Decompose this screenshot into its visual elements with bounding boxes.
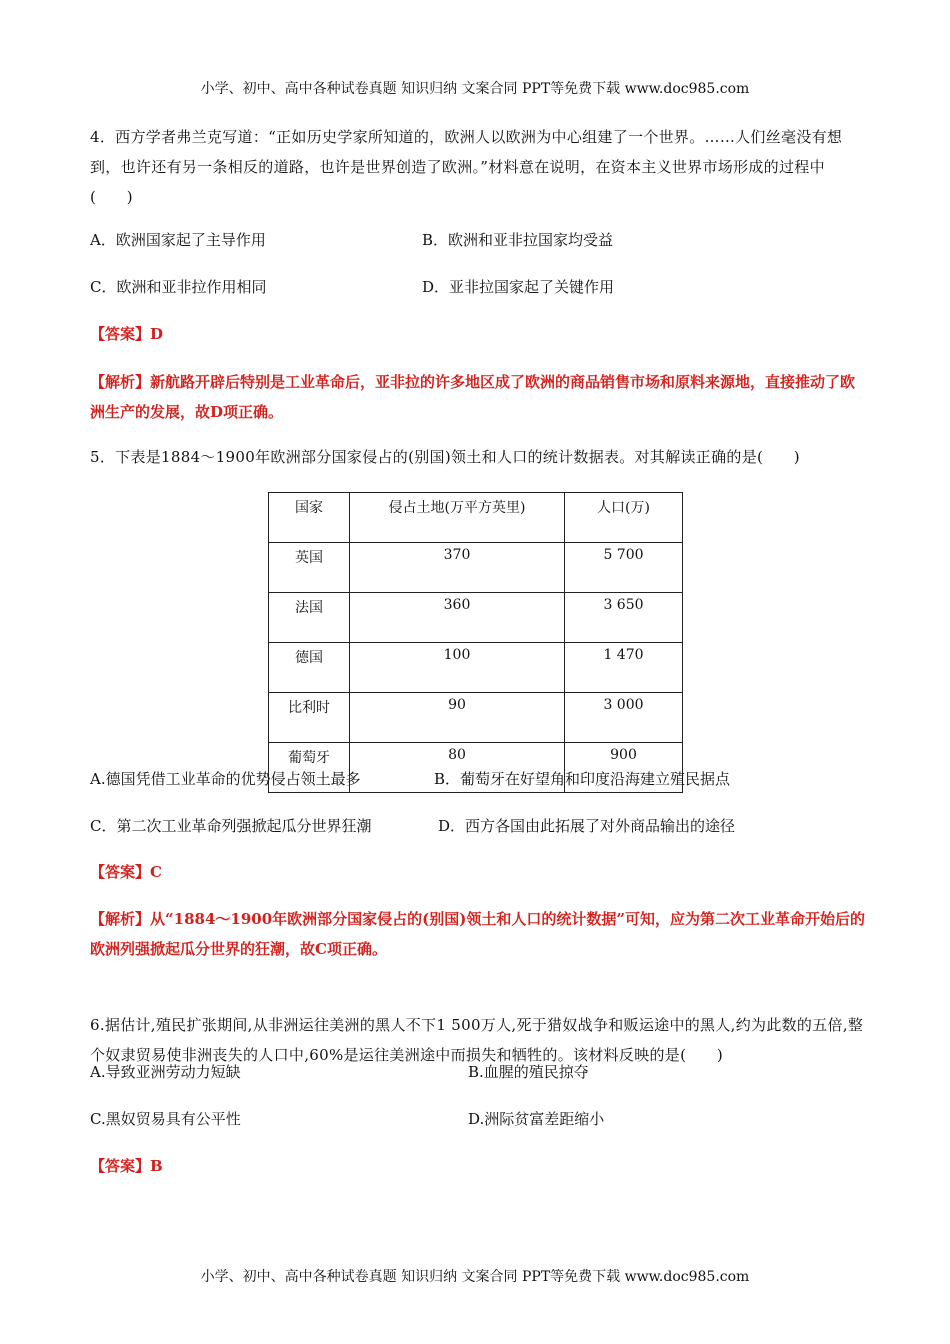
table-cell: 比利时 <box>269 693 350 743</box>
q4-option-a: A．欧洲国家起了主导作用 <box>90 231 266 249</box>
q4-option-d: D．亚非拉国家起了关键作用 <box>422 278 615 296</box>
table-header-cell: 侵占土地(万平方英里) <box>350 493 565 543</box>
question-4-stem: 4．西方学者弗兰克写道：“正如历史学家所知道的，欧洲人以欧洲为中心组建了一个世界。……人们丝毫没有想到，也许还有另一条相反的道路，也许是世界创造了欧洲。”材料意在说明，在资本主义世界市场形成的过程中( ) <box>90 128 843 206</box>
q6-option-b: B.血腥的殖民掠夺 <box>468 1063 589 1081</box>
table-header-cell: 人口(万) <box>565 493 683 543</box>
q5-option-b: B．葡萄牙在好望角和印度沿海建立殖民据点 <box>434 770 731 788</box>
table-cell: 1 470 <box>565 643 683 693</box>
territory-population-table <box>268 492 683 793</box>
q5-explanation: 【解析】从“1884～1900年欧洲部分国家侵占的(别国)领土和人口的统计数据”可知，应为第二次工业革命开始后的欧洲列强掀起瓜分世界的狂潮，故C项正确。 <box>90 910 865 958</box>
q4-answer: 【答案】D <box>90 325 164 343</box>
q5-option-a: A.德国凭借工业革命的优势侵占领土最多 <box>90 770 361 788</box>
question-6-stem: 6.据估计,殖民扩张期间,从非洲运往美洲的黑人不下1 500万人,死于猎奴战争和贩运途中的黑人,约为此数的五倍,整个奴隶贸易使非洲丧失的人口中,60%是运往美洲途中而损失和牺牲的。该材料反映的是( ) <box>90 1016 864 1064</box>
table-cell: 900 <box>565 743 683 793</box>
table-row <box>269 543 683 593</box>
q6-answer: 【答案】B <box>90 1157 163 1175</box>
question-5-stem: 5．下表是1884～1900年欧洲部分国家侵占的(别国)领土和人口的统计数据表。对其解读正确的是( ) <box>90 448 800 466</box>
q6-option-c: C.黑奴贸易具有公平性 <box>90 1110 241 1128</box>
table-row <box>269 693 683 743</box>
table-cell: 5 700 <box>565 543 683 593</box>
table-cell: 法国 <box>269 593 350 643</box>
table-cell: 90 <box>350 693 565 743</box>
q4-option-c: C．欧洲和亚非拉作用相同 <box>90 278 267 296</box>
table-row <box>269 593 683 643</box>
table-cell: 3 650 <box>565 593 683 643</box>
q5-option-d: D．西方各国由此拓展了对外商品输出的途径 <box>438 817 736 835</box>
q5-answer: 【答案】C <box>90 863 162 881</box>
table-cell: 80 <box>350 743 565 793</box>
table-cell: 德国 <box>269 643 350 693</box>
table-cell: 3 000 <box>565 693 683 743</box>
q5-option-c: C．第二次工业革命列强掀起瓜分世界狂潮 <box>90 817 372 835</box>
table-row <box>269 643 683 693</box>
q6-option-d: D.洲际贫富差距缩小 <box>468 1110 605 1128</box>
page-header: 小学、初中、高中各种试卷真题 知识归纳 文案合同 PPT等免费下载 www.doc985.com <box>200 81 750 97</box>
table-cell: 360 <box>350 593 565 643</box>
table-cell: 葡萄牙 <box>269 743 350 793</box>
page-footer: 小学、初中、高中各种试卷真题 知识归纳 文案合同 PPT等免费下载 www.doc985.com <box>200 1269 750 1285</box>
q4-explanation: 【解析】新航路开辟后特别是工业革命后，亚非拉的许多地区成了欧洲的商品销售市场和原料来源地，直接推动了欧洲生产的发展，故D项正确。 <box>90 373 856 421</box>
table-cell: 100 <box>350 643 565 693</box>
table-cell: 英国 <box>269 543 350 593</box>
table-header-row <box>269 493 683 543</box>
table-header-cell: 国家 <box>269 493 350 543</box>
q6-option-a: A.导致亚洲劳动力短缺 <box>90 1063 241 1081</box>
q4-option-b: B．欧洲和亚非拉国家均受益 <box>422 231 614 249</box>
table-cell: 370 <box>350 543 565 593</box>
